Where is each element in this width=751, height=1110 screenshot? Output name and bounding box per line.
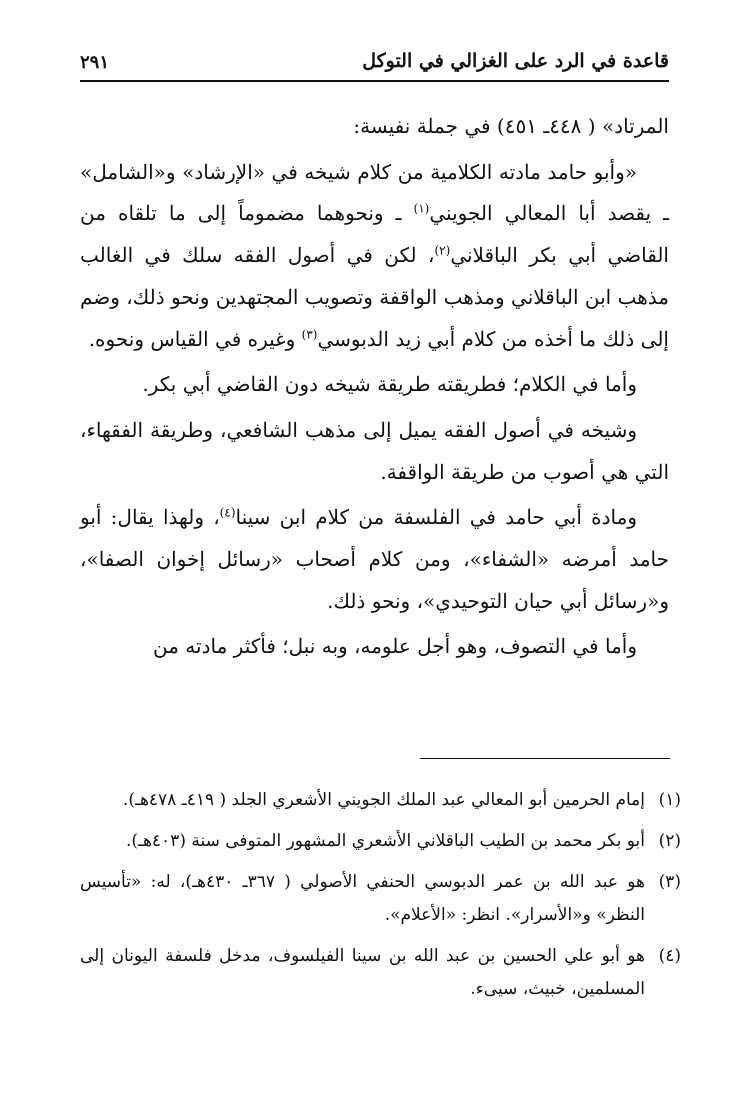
footnote-ref-4: (٤) <box>219 505 236 520</box>
paragraph-5-part-a: ومادة أبي حامد في الفلسفة من كلام ابن سينا <box>235 505 637 530</box>
paragraph-3: وأما في الكلام؛ فطريقته طريقة شيخه دون القاضي أبي بكر. <box>142 372 637 397</box>
paragraph-5 <box>80 497 669 622</box>
footnote-number: (٣) <box>658 872 681 892</box>
paragraph-2-part-b: ـ ونحوهما مضموماً إلى ما تلقاه من القاضي أبي بكر الباقلاني <box>80 201 669 268</box>
footnote-text: هو أبو علي الحسين بن عبد الله بن سينا الفيلسوف، مدخل فلسفة اليونان إلى المسلمين، خبيث، سيىء. <box>80 946 645 999</box>
footnote-item <box>80 784 681 817</box>
paragraph-5-part-b: ، ولهذا يقال: أبو حامد أمرضه «الشفاء»، ومن كلام أصحاب «رسائل إخوان الصفا»، و«رسائل أبي حيان التوحيدي»، ونحو ذلك. <box>80 505 669 613</box>
footnote-ref-3: (٣) <box>301 326 318 341</box>
paragraph-6: وأما في التصوف، وهو أجل علومه، وبه نبل؛ فأكثر مادته من <box>153 634 637 659</box>
paragraph-1: المرتاد» ( ٤٤٨ـ ٤٥١) في جملة نفيسة: <box>353 114 669 138</box>
footnote-ref-2: (٢) <box>434 243 451 258</box>
footnote-number: (٤) <box>658 946 681 966</box>
footnote-ref-1: (١) <box>413 201 430 216</box>
paragraph-2 <box>80 152 669 361</box>
paragraph-4: وشيخه في أصول الفقه يميل إلى مذهب الشافعي، وطريقة الفقهاء، التي هي أصوب من طريقة الواقفة. <box>80 417 669 484</box>
footnote-item <box>80 940 681 1006</box>
paragraph-2-part-d: وغيره في القياس ونحوه. <box>88 326 296 351</box>
footnote-number: (٢) <box>658 831 681 851</box>
footnote-text: أبو بكر محمد بن الطيب الباقلاني الأشعري المشهور المتوفى سنة (٤٠٣هـ). <box>125 831 645 851</box>
paragraph-2-part-c: ، لكن في أصول الفقه سلك في الغالب مذهب ابن الباقلاني ومذهب الواقفة وتصويب المجتهدين ونحو ذلك، وضم إلى ذلك ما أخذه من كلام أبي زيد الدبوسي <box>80 243 669 351</box>
page-number: ٢٩١ <box>80 52 110 73</box>
paragraph-2-part-a: «وأبو حامد مادته الكلامية من كلام شيخه في «الإرشاد» و«الشامل» ـ يقصد أبا المعالي الجويني <box>80 159 670 226</box>
footnote-text: هو عبد الله بن عمر الدبوسي الحنفي الأصولي ( ٣٦٧ـ ٤٣٠هـ)، له: «تأسيس النظر» و«الأسرار». انظر: «الأعلام». <box>80 872 645 925</box>
footnote-text: إمام الحرمين أبو المعالي عبد الملك الجويني الأشعري الجلد ( ٤١٩ـ ٤٧٨هـ). <box>122 790 645 810</box>
footnotes <box>80 784 681 1014</box>
footnote-number: (١) <box>658 790 681 810</box>
page-header <box>80 40 669 82</box>
footnote-item <box>80 825 681 858</box>
running-title: قاعدة في الرد على الغزالي في التوكل <box>362 50 669 72</box>
footnote-item <box>80 866 681 932</box>
footnote-separator <box>420 758 670 759</box>
body-text <box>80 106 669 672</box>
